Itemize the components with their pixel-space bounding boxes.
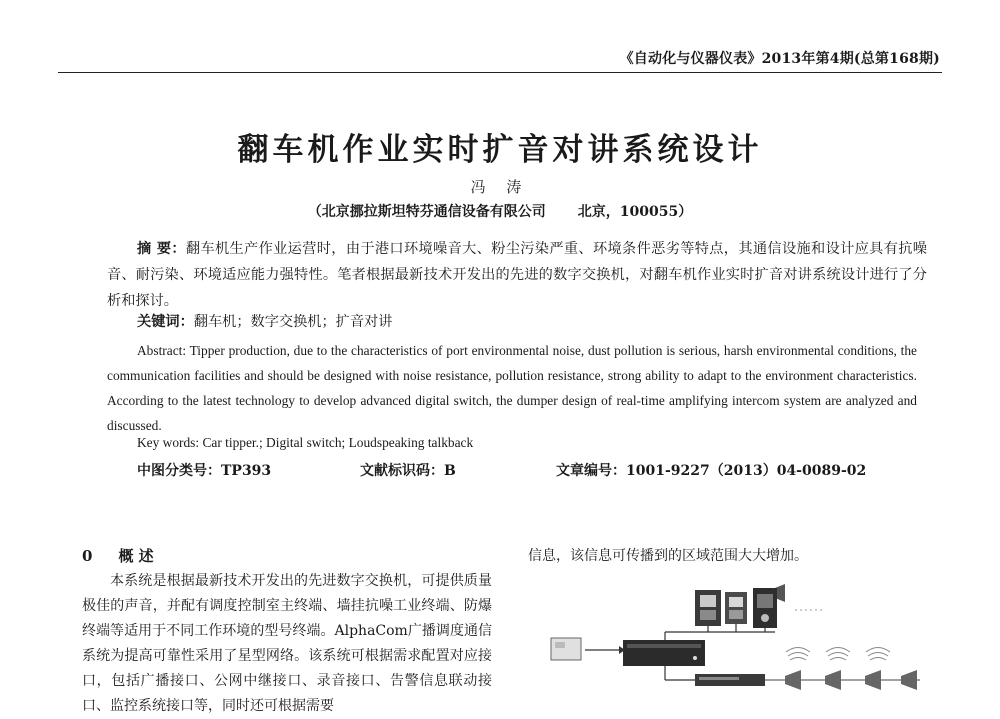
- desk-phone-icon: [551, 638, 581, 660]
- abstract-en-text: Tipper production, due to the characteristics of port environmental noise, dust pollution is serious, harsh environmental conditions, the communication facilities and should be designed with noise resistance, pollution resistance, strong ability to adapt to the environment characteristics. According to the latest technology to develop advanced digital switch, the dumper design of real-time amplifying intercom system are analyzed and discussed.: [107, 343, 917, 433]
- explosion-proof-terminal-icon: [753, 588, 777, 628]
- section-body-right: 信息，该信息可传播到的区域范围大大增加。: [528, 548, 808, 564]
- article-number: 文章编号：1001-9227（2013）04-0089-02: [556, 463, 867, 479]
- abstract-cn-label: 摘 要：: [137, 241, 186, 257]
- system-diagram: [545, 572, 925, 699]
- affiliation-org: （北京挪拉斯坦特芬通信设备有限公司: [307, 204, 546, 220]
- section-title: 概 述: [118, 547, 154, 565]
- terminal-unit-icon: [725, 592, 747, 624]
- affiliation: [0, 201, 1000, 221]
- horn-speaker-icon: [825, 670, 841, 690]
- digital-switch-icon: [623, 640, 705, 666]
- abstract-en-label: Abstract:: [137, 343, 187, 358]
- terminal-unit-icon: [695, 590, 721, 626]
- document-code: 文献标识码：B: [360, 463, 456, 479]
- header-rule: [58, 72, 942, 73]
- abstract-cn: [107, 236, 927, 314]
- section-heading: [82, 545, 154, 566]
- sound-wave-icon: [786, 648, 810, 661]
- keywords-en-text: Car tipper.; Digital switch; Loudspeaking talkback: [199, 435, 474, 450]
- abstract-en: [107, 338, 917, 438]
- sound-wave-icon: [826, 648, 850, 661]
- section-number: 0: [82, 547, 93, 565]
- abstract-cn-text: 翻车机生产作业运营时，由于港口环境噪音大、粉尘污染严重、环境条件恶劣等特点，其通信设施和设计应具有抗噪音、耐污染、环境适应能力强特性。笔者根据最新技术开发出的先进的数字交换机，对翻车机作业实时扩音对讲系统设计进行了分析和探讨。: [107, 241, 927, 309]
- author: 冯 涛: [470, 178, 530, 196]
- keywords-cn-label: 关键词：: [137, 314, 194, 330]
- keywords-en-label: Key words:: [137, 435, 200, 450]
- horn-speaker-icon: [865, 670, 881, 690]
- clc-number: 中图分类号：TP393: [137, 463, 272, 479]
- journal-header: 《自动化与仪器仪表》2013年第4期(总第168期): [619, 51, 940, 67]
- horn-speaker-icon: [785, 670, 801, 690]
- horn-speaker-icon: [901, 670, 917, 690]
- paper-title: 翻车机作业实时扩音对讲系统设计: [237, 132, 763, 168]
- keywords-cn: [137, 311, 392, 331]
- keywords-en: [137, 435, 473, 451]
- affiliation-city: 北京，100055）: [577, 204, 693, 220]
- section-body-left: 本系统是根据最新技术开发出的先进数字交换机，可提供质量极佳的声音，并配有调度控制室主终端、墙挂抗噪工业终端、防爆终端等适用于不同工作环境的型号终端。AlphaCom广播调度通信系统为提高可靠性采用了星型网络。该系统可根据需求配置对应接口，包括广播接口、公网中继接口、录音接口、告警信息联动接口、监控系统接口等，同时还可根据需要: [82, 573, 492, 714]
- sound-wave-icon: [866, 648, 890, 661]
- amplifier-icon: [695, 674, 765, 686]
- keywords-cn-text: 翻车机；数字交换机；扩音对讲: [193, 314, 393, 330]
